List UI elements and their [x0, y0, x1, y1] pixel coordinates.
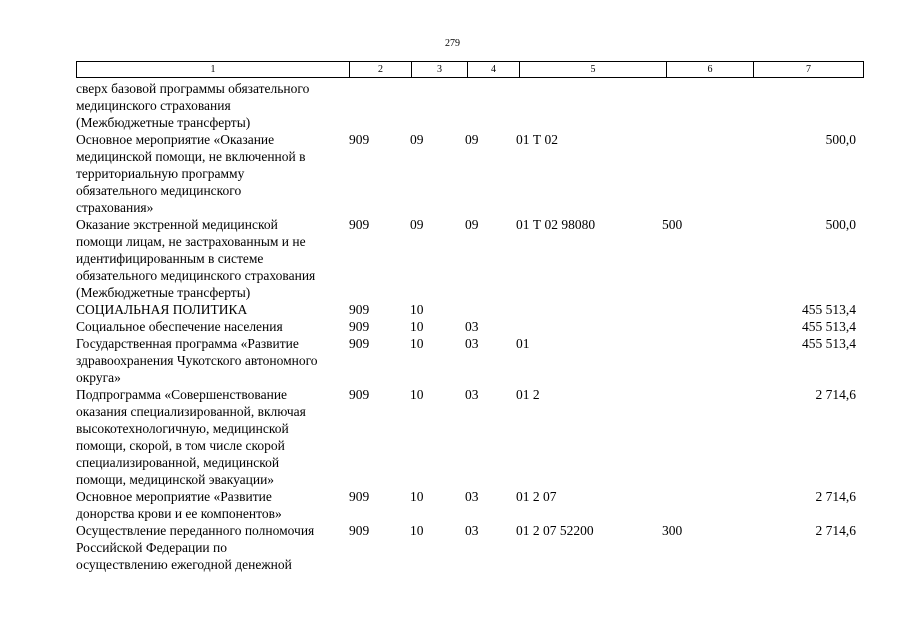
- row-name: Государственная программа «Развитие здравоохранения Чукотского автономного округа»: [76, 336, 318, 385]
- row-code-2: 909: [349, 387, 370, 402]
- row-code-6: [661, 301, 747, 318]
- row-code-4: 09: [465, 132, 479, 147]
- row-code-6: [661, 318, 747, 335]
- row-amount: 455 513,4: [802, 319, 856, 334]
- row-code-2: 909: [349, 319, 370, 334]
- row-code-5: 01 2 07: [516, 489, 557, 504]
- row-name: Основное мероприятие «Развитие донорства крови и ее компонентов»: [76, 489, 282, 521]
- row-amount: 455 513,4: [802, 336, 856, 351]
- row-code-2: 909: [349, 302, 370, 317]
- row-code-3: 10: [410, 336, 424, 351]
- row-name: Подпрограмма «Совершенствование оказания специализированной, включая высокотехнологичную, медицинской помощи, скорой, в том числе скорой специализированной, медицинской помощи, медицинской эвакуации»: [76, 387, 306, 487]
- row-code-4: 03: [465, 319, 479, 334]
- column-header-7: 7: [754, 62, 864, 78]
- row-code-2: 909: [349, 523, 370, 538]
- row-code-5: [515, 301, 661, 318]
- budget-table: [76, 80, 856, 573]
- table-row: [76, 318, 856, 335]
- table-row: [76, 131, 856, 216]
- table-row: [76, 335, 856, 386]
- row-code-2: 909: [349, 132, 370, 147]
- row-code-5: 01: [516, 336, 530, 351]
- column-header-row: [77, 62, 864, 78]
- page-number: 279: [445, 38, 460, 49]
- row-amount: 2 714,6: [815, 489, 856, 504]
- column-header-1: 1: [77, 62, 350, 78]
- row-amount: 500,0: [825, 132, 856, 147]
- row-code-5: [515, 80, 661, 131]
- row-name: Осуществление переданного полномочия Российской Федерации по осуществлению ежегодной денежной: [76, 523, 315, 572]
- row-code-6: [661, 131, 747, 216]
- row-code-3: 10: [410, 302, 424, 317]
- table-row: [76, 301, 856, 318]
- row-amount: 2 714,6: [815, 523, 856, 538]
- row-code-6: [661, 80, 747, 131]
- row-code-6: [661, 335, 747, 386]
- row-code-5: 01 2 07 52200: [516, 523, 594, 538]
- row-code-4: 03: [465, 523, 479, 538]
- row-amount: [747, 80, 856, 131]
- table-row: [76, 216, 856, 301]
- row-amount: 2 714,6: [815, 387, 856, 402]
- row-code-6: [661, 386, 747, 488]
- table-row: [76, 522, 856, 573]
- row-code-4: [464, 301, 515, 318]
- row-code-3: 10: [410, 319, 424, 334]
- row-name: Основное мероприятие «Оказание медицинской помощи, не включенной в территориальную программу обязательного медицинского страхования»: [76, 132, 306, 215]
- column-header-table: [76, 61, 864, 78]
- column-header-3: 3: [412, 62, 468, 78]
- row-code-2: 909: [349, 336, 370, 351]
- row-code-3: 09: [410, 217, 424, 232]
- row-code-3: 10: [410, 387, 424, 402]
- row-code-3: 10: [410, 523, 424, 538]
- column-header-4: 4: [468, 62, 520, 78]
- row-code-6: 500: [662, 217, 683, 232]
- row-code-4: [464, 80, 515, 131]
- column-header-5: 5: [520, 62, 667, 78]
- row-name: СОЦИАЛЬНАЯ ПОЛИТИКА: [76, 302, 248, 317]
- row-code-2: 909: [349, 489, 370, 504]
- row-code-4: 03: [465, 336, 479, 351]
- row-code-4: 03: [465, 387, 479, 402]
- row-amount: 500,0: [825, 217, 856, 232]
- table-row: [76, 80, 856, 131]
- row-code-3: 09: [410, 132, 424, 147]
- row-code-3: [409, 80, 464, 131]
- row-name: Социальное обеспечение населения: [76, 319, 283, 334]
- row-code-3: 10: [410, 489, 424, 504]
- row-code-4: 09: [465, 217, 479, 232]
- row-code-4: 03: [465, 489, 479, 504]
- row-name: Оказание экстренной медицинской помощи лицам, не застрахованным и не идентифицированным в системе обязательного медицинского страхования (Межбюджетные трансферты): [76, 217, 316, 300]
- table-row: [76, 488, 856, 522]
- column-header-6: 6: [667, 62, 754, 78]
- table-row: [76, 386, 856, 488]
- row-amount: 455 513,4: [802, 302, 856, 317]
- column-header-2: 2: [350, 62, 412, 78]
- row-code-5: 01 Т 02: [516, 132, 558, 147]
- row-code-2: [348, 80, 409, 131]
- row-code-5: [515, 318, 661, 335]
- row-code-6: [661, 488, 747, 522]
- row-code-5: 01 2: [516, 387, 540, 402]
- row-code-5: 01 Т 02 98080: [516, 217, 596, 232]
- row-code-2: 909: [349, 217, 370, 232]
- row-name: сверх базовой программы обязательного медицинского страхования (Межбюджетные трансферты): [76, 81, 310, 130]
- row-code-6: 300: [662, 523, 683, 538]
